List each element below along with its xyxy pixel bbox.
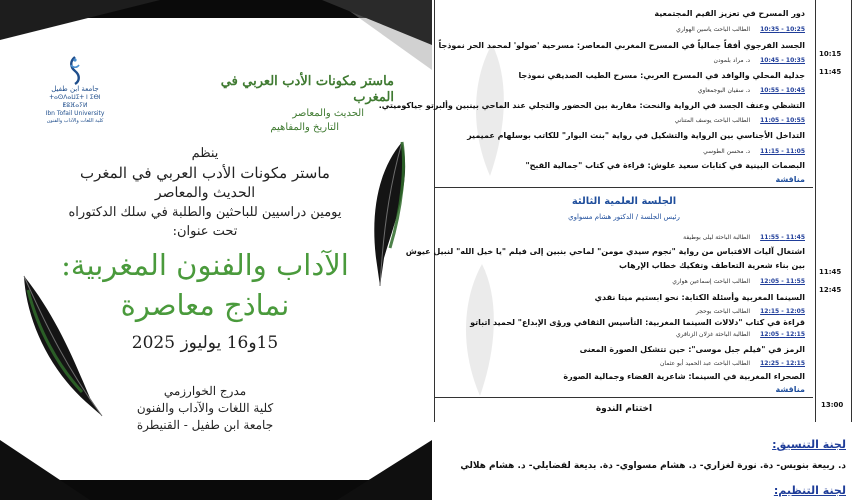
poster-corner-bottom-right <box>337 440 432 500</box>
organizing-committee-title: لجنة التنظيم: <box>773 484 846 497</box>
speaker-name: الطالبة الباحثة ليلى بوطيفة <box>683 234 751 241</box>
speaker-name: د. مراد بلمودن <box>713 57 751 64</box>
talk-title: السينما المغربية وأسئلة الكتابة: نحو ابستيم ميتا نقدي <box>594 293 805 302</box>
talk-meta <box>676 331 805 338</box>
venue-hall: مدرج الخوارزمي <box>163 384 247 398</box>
feather-icon <box>16 270 106 420</box>
talk-meta <box>676 26 805 33</box>
event-title-line1: الآداب والفنون المغربية: <box>61 248 349 282</box>
time-column <box>815 0 853 422</box>
speaker-name: د. سفيان البوجمعاوي <box>697 87 751 94</box>
master-header-line1: ماستر مكونات الأدب العربي في المغرب <box>220 74 394 105</box>
poster-corner-top-right <box>322 0 432 45</box>
university-logo <box>40 55 110 125</box>
session-end-time: 12:45 <box>819 286 842 294</box>
event-title-line2: نماذج معاصرة <box>120 288 290 322</box>
university-name-tifinagh: ⵜⴰⵙⴷⴰⵡⵉⵜ ⵏ ⵉⴱⵏ ⵟⵓⴼⴰⵢⵍ <box>49 94 101 109</box>
program-panel <box>378 0 860 500</box>
talk-title: دور المسرح في تعزيز القيم المجتمعية <box>654 9 805 18</box>
talk-title: البصمات البينية في كتابات سعيد علوش: قراءة في كتاب "جمالية القبح" <box>525 161 805 170</box>
speaker-name: الطالبة الباحثة غزلان الزناقري <box>675 331 751 338</box>
talk-time: 11:05 - 11:15 <box>760 148 805 155</box>
session-chair: رئيس الجلسة / الدكتور هشام مسواوي <box>568 213 680 221</box>
entitled-label: تحت عنوان: <box>172 224 238 239</box>
session-end-time: 11:45 <box>819 68 842 76</box>
closing-time: 13:00 <box>821 401 844 409</box>
master-header <box>194 74 394 135</box>
speaker-name: الطالب الباحث يوسف المتناني <box>674 117 751 124</box>
talk-title: جدلية المحلي والوافد في المسرح العربي: مسرح الطيب الصديقي نموذجا <box>518 71 805 80</box>
session-2-block <box>378 0 813 188</box>
talk-time: 10:25 - 10:35 <box>760 26 805 33</box>
venue-faculty: كلية اللغات والآداب والفنون <box>136 401 274 415</box>
session-3-block <box>405 189 813 398</box>
talk-title: قراءة في كتاب "دلالات السينما المغربية: التأسيس الثقافي ورؤى الإبداع" لحميد اتباتو <box>470 318 805 327</box>
discussion-label: مناقشة <box>775 385 805 394</box>
talk-time: 10:35 - 10:45 <box>760 57 805 64</box>
speaker-name: الطالب الباحث ياسين الهواري <box>676 26 751 33</box>
talk-meta <box>672 278 805 285</box>
speaker-name: الطالب الباحث عبد الحميد أبو عثمان <box>660 360 751 367</box>
talk-meta <box>703 148 805 155</box>
organizes-label: ينظم <box>191 146 219 161</box>
discussion-label: مناقشة <box>775 175 805 184</box>
speaker-name: الطالب الباحث إسماعين هواري <box>672 278 751 285</box>
talk-title: الجسد الفرجوي أفقاً جمالياً في المسرح المغربي المعاصر: مسرحية 'صولو' لمحمد الحر نموذجاً <box>438 41 805 50</box>
talk-title: الصحراء المغربية في السينما: شاعرية الفضاء وجمالية الصورة <box>563 372 805 381</box>
university-name-latin: Ibn Tofail University <box>45 110 105 117</box>
talk-meta <box>696 308 805 315</box>
organizer-master: ماستر مكونات الأدب العربي في المغرب <box>80 164 330 182</box>
talk-title: بين بناء شعرية التعاطف وتفكيك خطاب الإرهاب <box>619 261 805 270</box>
master-header-line2: الحديث والمعاصر <box>292 108 364 119</box>
talk-time: 11:45 - 11:55 <box>760 234 805 241</box>
speaker-name: الطالب الباحث بوحجر <box>695 308 751 315</box>
speaker-name: د. محسن الطوسي <box>703 148 751 155</box>
coordination-committee-members: د. ربيعة بنويس- دة. نورة لغزاري- د. هشام مسواوي- دة. بديعة لفضايلي- د. هشام هلالي <box>460 461 846 471</box>
talk-time: 10:45 - 10:55 <box>760 87 805 94</box>
program-table <box>378 0 852 422</box>
talk-meta <box>675 117 805 124</box>
session-title: الجلسة العلمية الثالثة <box>571 196 677 207</box>
talk-time: 11:55 - 12:05 <box>760 278 805 285</box>
talk-meta <box>683 234 805 241</box>
closing-label: اختتام الندوة <box>595 404 653 414</box>
venue-block <box>80 383 330 434</box>
poster-corner-bottom-left <box>0 440 90 500</box>
talk-time: 10:55 - 11:05 <box>760 117 805 124</box>
talk-title: التشظي وعنف الجسد في الرواية والنحت: مقاربة بين الحضور والتجلي عند الماحي بينبين وألبرتو جياكوميتي. <box>378 101 805 110</box>
university-emblem-icon <box>64 55 86 85</box>
faculty-name: كلية اللغات والآداب والفنون <box>46 118 104 124</box>
session-start-time: 10:15 <box>819 50 842 58</box>
master-header-line3: التاريخ والمفاهيم <box>270 122 339 133</box>
talk-meta <box>660 360 805 367</box>
talk-title: الرمز في "فيلم جبل موسى": حين تتشكل الصورة المعنى <box>579 345 805 354</box>
study-days-text: يومين دراسيين للباحثين والطلبة في سلك الدكتوراه <box>68 205 342 220</box>
feather-icon <box>362 138 418 288</box>
talk-time: 12:15 - 12:05 <box>760 331 805 338</box>
talk-meta <box>698 87 805 94</box>
talk-time: 12:05 - 12:15 <box>760 308 805 315</box>
poster-corner-top-left <box>0 0 160 40</box>
talk-meta <box>714 57 805 64</box>
venue-university: جامعة ابن طفيل - القنيطرة <box>136 418 274 432</box>
organizer-modern: الحديث والمعاصر <box>154 185 256 201</box>
event-dates: 15و16 يوليوز 2025 <box>131 333 279 353</box>
talk-title: اشتغال آليات الاقتباس من رواية "نجوم سيدي مومن" لماحي بنبين إلى فيلم "يا خيل الله" لنبيل عيوش <box>405 247 805 256</box>
talk-time: 12:15 - 12:25 <box>760 360 805 367</box>
session-start-time: 11:45 <box>819 268 842 276</box>
coordination-committee-title: لجنة التنسيق: <box>772 438 846 451</box>
talk-title: التداخل الأجناسي بين الرواية والتشكيل في رواية "بنت البوار" للكاتب بوسلهام عميمير <box>467 131 805 140</box>
university-name-arabic: جامعة ابن طفيل <box>51 85 99 93</box>
